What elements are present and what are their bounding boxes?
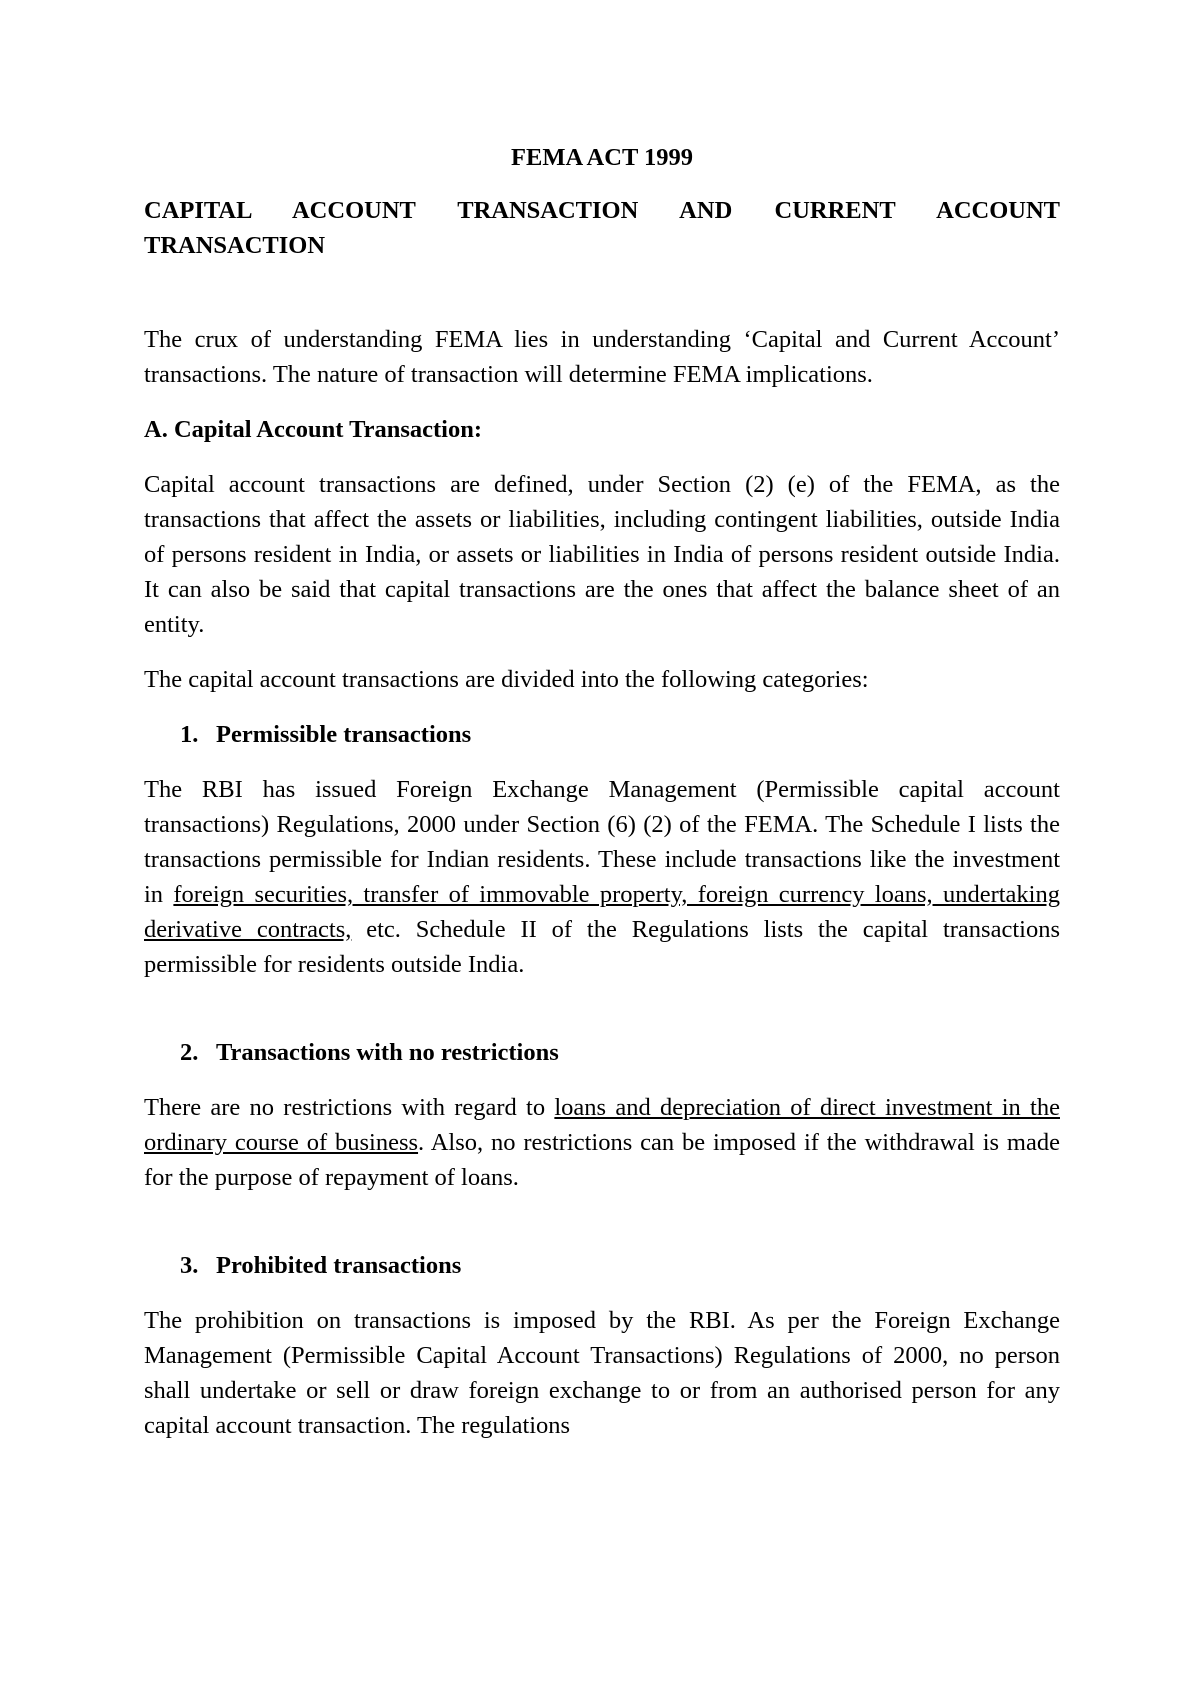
item-3-heading: [144, 1248, 1060, 1283]
item-1-text-after: etc. Schedule II of the Regulations lists the capital transactions permissible for residents outside India.: [144, 916, 1060, 978]
item-1-number: 1.: [180, 721, 199, 748]
document-subtitle: CAPITAL ACCOUNT TRANSACTION AND CURRENT ACCOUNT TRANSACTION: [144, 197, 1060, 259]
item-2-paragraph: [144, 1090, 1060, 1195]
item-2-text-before: There are no restrictions with regard to: [144, 1094, 555, 1121]
item-2-heading: [144, 1035, 1060, 1070]
item-1-underlined-text: foreign securities, transfer of immovable property, foreign currency loans, undertaking derivative contracts,: [144, 881, 1060, 943]
categories-intro: The capital account transactions are divided into the following categories:: [144, 666, 869, 693]
item-3-title: Prohibited transactions: [216, 1252, 462, 1279]
item-2-text-after: . Also, no restrictions can be imposed if the withdrawal is made for the purpose of repayment of loans.: [144, 1129, 1060, 1191]
item-2-number: 2.: [180, 1039, 199, 1066]
item-1-paragraph: [144, 772, 1060, 982]
section-a-definition: Capital account transactions are defined, under Section (2) (e) of the FEMA, as the transactions that affect the assets or liabilities, including contingent liabilities, outside India of persons resident in India, or assets or liabilities in India of persons resident outside India. It can also be said that capital transactions are the ones that affect the balance sheet of an entity.: [144, 471, 1060, 638]
document-title: FEMA ACT 1999: [511, 144, 693, 171]
section-a-heading: A. Capital Account Transaction:: [144, 416, 483, 443]
item-1-text-before: The RBI has issued Foreign Exchange Management (Permissible capital account transactions) Regulations, 2000 under Section (6) (2) of the FEMA. The Schedule I lists the transactions permissible for Indian residents. These include transactions like the investment in: [144, 776, 1060, 908]
item-2-underlined-text: loans and depreciation of direct investment in the ordinary course of business: [144, 1094, 1060, 1156]
item-3-paragraph: The prohibition on transactions is imposed by the RBI. As per the Foreign Exchange Management (Permissible Capital Account Transactions) Regulations of 2000, no person shall undertake or sell or draw foreign exchange to or from an authorised person for any capital account transaction. The regulations: [144, 1307, 1060, 1439]
item-1-title: Permissible transactions: [216, 721, 472, 748]
intro-paragraph: The crux of understanding FEMA lies in understanding ‘Capital and Current Account’ transactions. The nature of transaction will determine FEMA implications.: [144, 326, 1060, 388]
item-3-number: 3.: [180, 1252, 199, 1279]
item-1-heading: [144, 717, 1060, 752]
document-page: [144, 140, 1060, 1443]
item-2-title: Transactions with no restrictions: [216, 1039, 559, 1066]
